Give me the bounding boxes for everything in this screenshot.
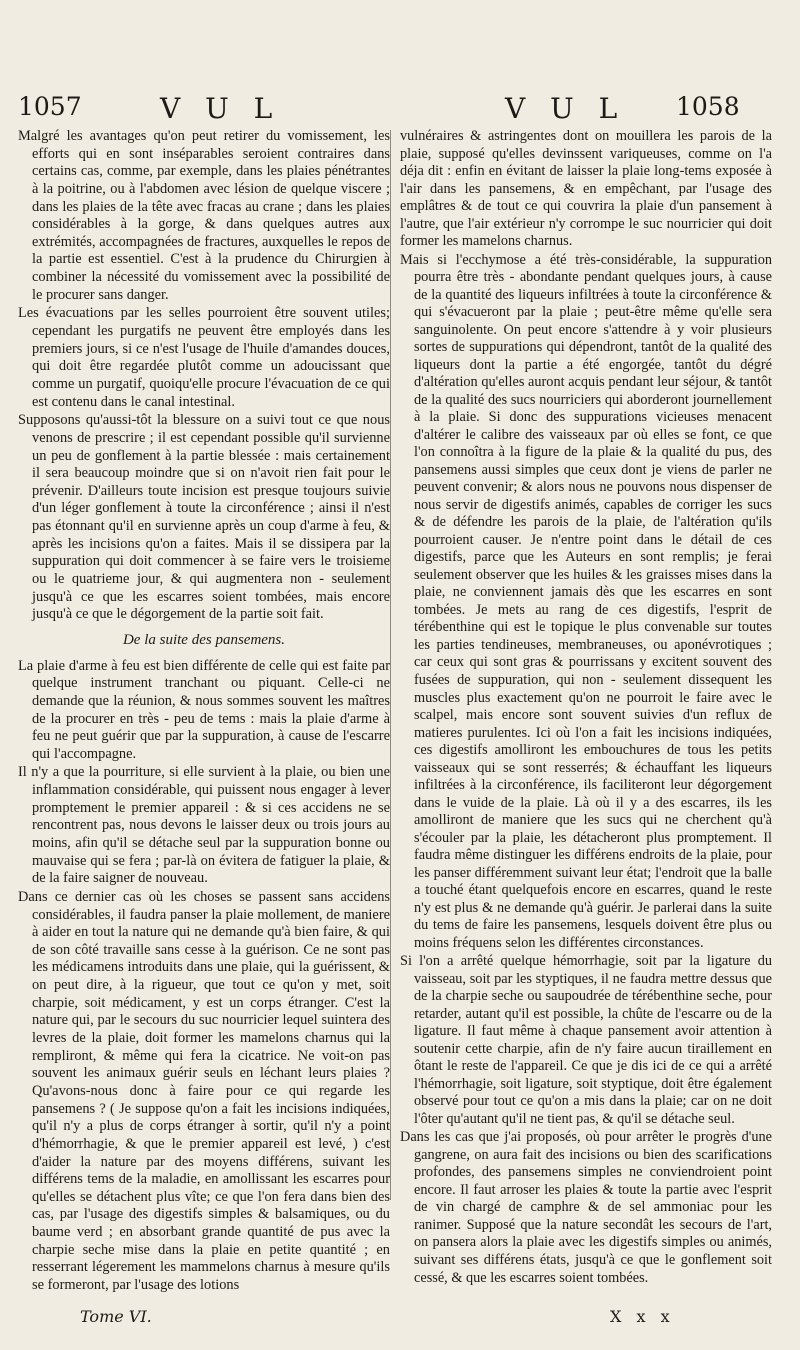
- paragraph: Les évacuations par les selles pourroient être souvent utiles; cependant les purgatifs ne peuvent être employés dans les premiers jours, si ce n'est l'usage de l'huile d'amandes douces, qui doit être regardée plutôt comme un adoucissant que comme un purgatif, quoiqu'elle procure l'évacuation de ce qui est contenu dans le canal intestinal.: [18, 305, 390, 410]
- paragraph: Si l'on a arrêté quelque hémorrhagie, soit par la ligature du vaisseau, soit par les styptiques, il ne faudra mettre dessus que de la charpie seche ou saupoudrée de térébenthine seche, pour retarder, autant qu'il est possible, la chûte de l'escarre ou de la ligature. Il faut même à chaque pansement avoir attention à soutenir cette charpie, afin de n'y faire aucun tiraillement en ôtant le reste de l'appareil. Ce que je dis ici de ce qui a arrêté l'hémorrhagie, soit ligature, soit styptique, doit être également observé pour tout ce qu'on a mis dans la plaie; car on ne doit l'ôter qu'autant qu'il ne tient pas, & qu'il se détache seul.: [400, 953, 772, 1127]
- page-number-right: 1058: [676, 92, 740, 121]
- paragraph: Malgré les avantages qu'on peut retirer du vomissement, les efforts qui en sont inséparables seroient contraires dans certains cas, comme, par exemple, dans les plaies pénétrantes à la poitrine, ou à l'abdomen avec lésion de quelque viscere ; dans les plaies de la tête avec fracas au crane ; dans les plaies considérables à la gorge, & dans quelques autres aux extrémités, accompagnées de fractures, auxquelles le repos de la partie est essentiel. C'est à la prudence du Chirurgien à combiner la nécessité du vomissement avec la possibilité de le procurer sans danger.: [18, 128, 390, 303]
- column-divider: [390, 130, 391, 1200]
- right-column: [400, 128, 772, 1287]
- left-column: [18, 128, 390, 1295]
- section-heading: De la suite des pansemens.: [122, 631, 286, 648]
- running-head-right: V U L: [505, 92, 626, 125]
- running-head-left: V U L: [160, 92, 281, 125]
- volume-label: Tome VI.: [80, 1307, 152, 1326]
- paragraph: Mais si l'ecchymose a été très-considérable, la suppuration pourra être très - abondante pendant quelques jours, à cause de la quantité des liqueurs infiltrées à toute la circonférence & qui s'évacueront par la plaie ; peut-être même qu'elle sera sanguinolente. On peut encore s'attendre à y voir plusieurs sortes de suppurations qui dépendront, tantôt de la qualité des liqueurs dont la partie a été engorgée, tantôt du dégré d'altération qu'elles auront acquis pendant leur séjour, & tantôt de la qualité des sucs nourriciers qui aborderont journellement à la plaie. Si donc des suppurations vicieuses menacent d'altérer le calibre des vaisseaux par où elles se font, ce que l'on connoîtra à la figure de la plaie & la qualité du pus, des pansemens aussi simples que ceux dont je viens de parler ne peuvent convenir; & alors nous ne pouvons nous dispenser de nous servir de digestifs animés, capables de corriger les sucs & de défendre les parois de la plaie, de l'altération qu'ils pourroient causer. Je n'entre point dans le détail de ces digestifs, parce que les Auteurs en sont remplis; je ferai seulement observer que les huiles & les graisses mises dans la plaie, ne conviennent jamais dès que les escarres en sont tombées. Je mets au rang de ces digestifs, l'esprit de térébenthine qui est le topique le plus convenable sur toutes les parties tendineuses, membraneuses, ou aponévrotiques ; car ceux qui sont gras & pourrissans y excitent souvent des fusées de suppuration, qui non - seulement dissequent les muscles plus exactement qu'on ne pourroit le faire avec le scalpel, mais encore sont souvent suivies d'un reflux de matieres purulentes. Ici où l'on a fait les incisions indiquées, ces digestifs amolliront les embouchures de tous les petits vaisseaux qui se sont resserrés; & échauffant les liqueurs infiltrées à la circonférence, ils faciliteront leur dégorgement dans le vuide de la plaie. Là où il y a des escarres, ils les amolliront de maniere que les sucs qui ne cherchent qu'à s'écouler par la plaie, les détacheront plus promptement. Il faudra même distinguer les différens endroits de la plaie, pour les panser différemment suivant leur état; l'endroit que la balle a touché étant quelquefois encore en escarres, quand le reste n'y est plus & ne demande qu'à guérir. Je parlerai dans la suite du tems de faire les pansemens, lesquels doivent être plus ou moins fréquens selon les différentes circonstances.: [400, 251, 772, 951]
- paragraph: vulnéraires & astringentes dont on mouillera les parois de la plaie, supposé qu'elles devinssent variqueuses, comme on l'a déja dit : enfin en évitant de laisser la plaie long-tems exposée à l'air dans les pansemens, & en empêchant, par l'usage des emplâtres & de tout ce qui couvrira la plaie d'un pansement à l'autre, que l'air extérieur n'y corrompe le suc nourricier qui doit former les mamelons charnus.: [400, 128, 772, 250]
- paragraph: Dans ce dernier cas où les choses se passent sans accidens considérables, il faudra panser la plaie mollement, de maniere à aider en tout la nature qui ne demande qu'à bien faire, & qui de son côté travaille sans cesse à la guérison. Ce ne sont pas les médicamens introduits dans une plaie, qui la guérissent, & on peut dire, à la rigueur, que tout ce qu'on y met, soit charpie, soit médicament, y est un corps étranger. C'est la nature qui, par le secours du suc nourricier lequel suintera des levres de la plaie, doit former les mamelons charnus qui la rempliront, & même qui fera la cicatrice. Ne voit-on pas souvent les animaux guérir seuls en léchant leurs plaies ? Qu'avons-nous donc à faire pour ce qui regarde les pansemens ? ( Je suppose qu'on a fait les incisions indiquées, qu'il n'y a plus de corps étranger à sortir, qu'il n'y a point d'hémorrhagie, & que le premier appareil est levé, ) c'est d'aider la nature par des moyens différens, suivant les différens tems de la maladie, en amollissant les escarres pour qu'elles se détachent plus vîte; ce que l'on fera dans bien des cas, par l'usage des digestifs simples & balsamiques, ou du baume verd ; en absorbant grande quantité de pus avec la charpie seche mise dans la plaie en petite quantité ; en resserrant légerement les mammelons charnus à mesure qu'ils se formeront, par l'usage des lotions: [18, 888, 390, 1293]
- paragraph: Supposons qu'aussi-tôt la blessure on a suivi tout ce que nous venons de prescrire ; il est cependant possible qu'il survienne un peu de gonflement à la partie blessée : mais certainement il sera beaucoup moindre que si on n'avoit rien fait pour le prévenir. D'ailleurs toute incision est presque toujours suivie d'un léger gonflement à toute la circonférence ; ainsi il n'est pas étonnant qu'il en survienne après un coup d'arme à feu, & après les incisions qu'on a faites. Mais il se dissipera par la suppuration qui doit commencer à se faire vers le troisieme ou le quatrieme jour, & qui augmentera non - seulement jusqu'à ce que les escarres soient tombées, mais encore jusqu'à ce que le dégorgement de la partie soit fait.: [18, 412, 390, 623]
- paragraph: La plaie d'arme à feu est bien différente de celle qui est faite par quelque instrument tranchant ou piquant. Celle-ci ne demande que la réunion, & nous sommes souvent les maîtres de la procurer en très - peu de tems : mais la plaie d'arme à feu ne peut guérir que par la suppuration, à cause de l'escarre qui l'accompagne.: [18, 657, 390, 762]
- paragraph: Il n'y a que la pourriture, si elle survient à la plaie, ou bien une inflammation considérable, qui puissent nous engager à lever promptement le premier appareil : & si ces accidens ne se rencontrent pas, nous devons le laisser deux ou trois jours au moins, afin qu'il se détache seul par la suppuration bonne ou mauvaise qui se fera ; par-là on évitera de fatiguer la plaie, & de la faire saigner de nouveau.: [18, 764, 390, 887]
- signature-mark: X x x: [610, 1307, 675, 1326]
- paragraph: Dans les cas que j'ai proposés, où pour arrêter le progrès d'une gangrene, on aura fait des incisions ou bien des scarifications profondes, des pansemens simples ne conviendroient point encore. Il faut arroser les plaies & toute la partie avec l'esprit de vin chargé de camphre & de sel ammoniac pour les ranimer. Supposé que la nature secondât les secours de l'art, on pansera alors la plaie avec les digestifs simples ou animés, suivant ses différens états, jusqu'à ce que le gonflement soit cessé, & que les escarres soient tombées.: [400, 1129, 772, 1286]
- page-number-left: 1057: [18, 92, 82, 121]
